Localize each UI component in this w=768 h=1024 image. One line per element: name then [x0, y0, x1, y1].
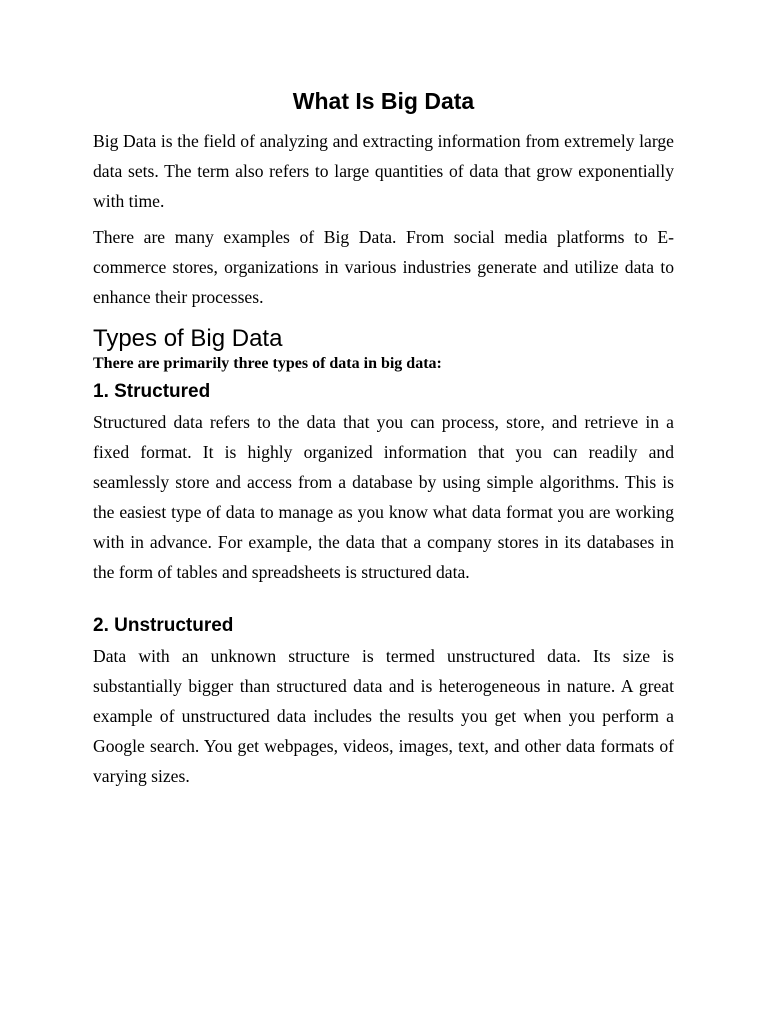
section-heading-types: Types of Big Data: [93, 325, 283, 352]
intro-paragraph-2: There are many examples of Big Data. From social media platforms to E-commerce stores, organizations in various industries generate and utilize data to enhance their processes.: [93, 227, 674, 307]
structured-paragraph: Structured data refers to the data that you can process, store, and retrieve in a fixed format. It is highly organized information that you can readily and seamlessly store and access from a database by using simple algorithms. This is the easiest type of data to manage as you know what data format you are working with in advance. For example, the data that a company stores in its databases in the form of tables and spreadsheets is structured data.: [93, 412, 674, 582]
intro-paragraph-1: Big Data is the field of analyzing and extracting information from extremely large data sets. The term also refers to large quantities of data that grow exponentially with time.: [93, 131, 674, 211]
page-title: What Is Big Data: [292, 88, 475, 114]
subheading-structured: 1. Structured: [93, 381, 211, 402]
unstructured-paragraph: Data with an unknown structure is termed unstructured data. Its size is substantially bigger than structured data and is heterogeneous in nature. A great example of unstructured data includes the results you get when you perform a Google search. You get webpages, videos, images, text, and other data formats of varying sizes.: [93, 646, 674, 786]
section-intro: There are primarily three types of data in big data:: [93, 355, 442, 372]
document-page: [93, 86, 674, 797]
subheading-unstructured: 2. Unstructured: [93, 615, 234, 636]
